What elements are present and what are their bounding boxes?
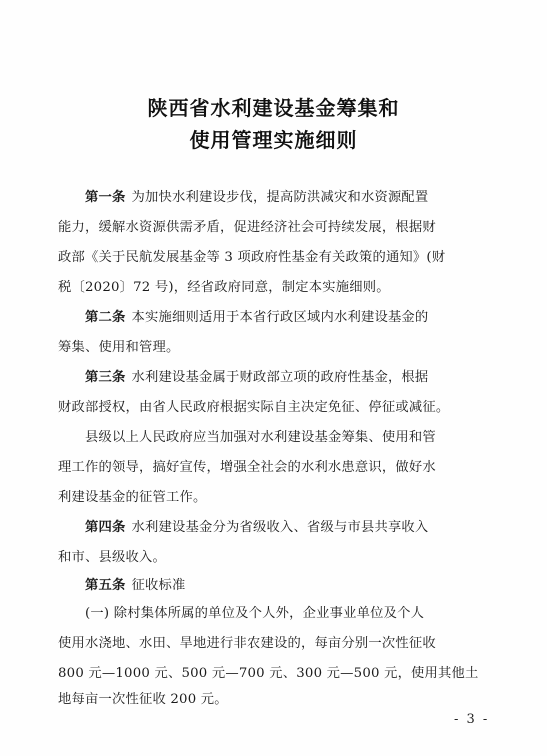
article-4-line-2: 和市、县级收入。 xyxy=(58,550,166,565)
article-5-heading: 第五条 xyxy=(85,578,126,593)
article-3-line-1 xyxy=(85,366,498,385)
item-1-line-2: 使用水浇地、水田、旱地进行非农建设的，每亩分别一次性征收 xyxy=(58,636,436,651)
document-title-line-1: 陕西省水利建设基金筹集和 xyxy=(147,96,400,120)
article-2-heading: 第二条 xyxy=(85,310,126,325)
article-1-line-2: 能力，缓解水资源供需矛盾，促进经济社会可持续发展，根据财 xyxy=(58,220,436,235)
article-4-heading: 第四条 xyxy=(85,520,126,535)
article-3-heading: 第三条 xyxy=(85,370,126,385)
item-1-line-3: 800 元—1000 元、500 元—700 元、300 元—500 元，使用其他土 xyxy=(58,666,479,681)
article-4-text: 水利建设基金分为省级收入、省级与市县共享收入 xyxy=(131,520,429,535)
paragraph-county-line-1: 县级以上人民政府应当加强对水利建设基金筹集、使用和管 xyxy=(85,430,436,445)
article-1-text: 为加快水利建设步伐，提高防洪减灾和水资源配置 xyxy=(131,190,429,205)
item-1-line-4: 地每亩一次性征收 200 元。 xyxy=(58,692,228,707)
article-2-text: 本实施细则适用于本省行政区域内水利建设基金的 xyxy=(131,310,429,325)
article-3-line-2: 财政部授权，由省人民政府根据实际自主决定免征、停征或减征。 xyxy=(58,400,450,415)
article-3-text: 水利建设基金属于财政部立项的政府性基金，根据 xyxy=(131,370,429,385)
paragraph-county-line-3: 利建设基金的征管工作。 xyxy=(58,490,207,505)
article-1-line-4: 税〔2020〕72 号)，经省政府同意，制定本实施细则。 xyxy=(58,280,390,295)
page-number: - 3 - xyxy=(454,712,490,727)
article-2-line-2: 筹集、使用和管理。 xyxy=(58,340,180,355)
article-5-text: 征收标准 xyxy=(131,578,186,593)
document-title-line-2: 使用管理实施细则 xyxy=(189,128,358,152)
article-1-line-1 xyxy=(85,186,498,205)
article-2-line-1 xyxy=(85,306,498,325)
article-5-line-1 xyxy=(85,574,498,593)
article-4-line-1 xyxy=(85,516,498,535)
article-1-heading: 第一条 xyxy=(85,190,126,205)
article-1-line-3: 政部《关于民航发展基金等 3 项政府性基金有关政策的通知》(财 xyxy=(58,250,446,265)
paragraph-county-line-2: 理工作的领导，搞好宣传，增强全社会的水利水患意识，做好水 xyxy=(58,460,436,475)
item-1-line-1: (一) 除村集体所属的单位及个人外，企业事业单位及个人 xyxy=(85,606,425,621)
